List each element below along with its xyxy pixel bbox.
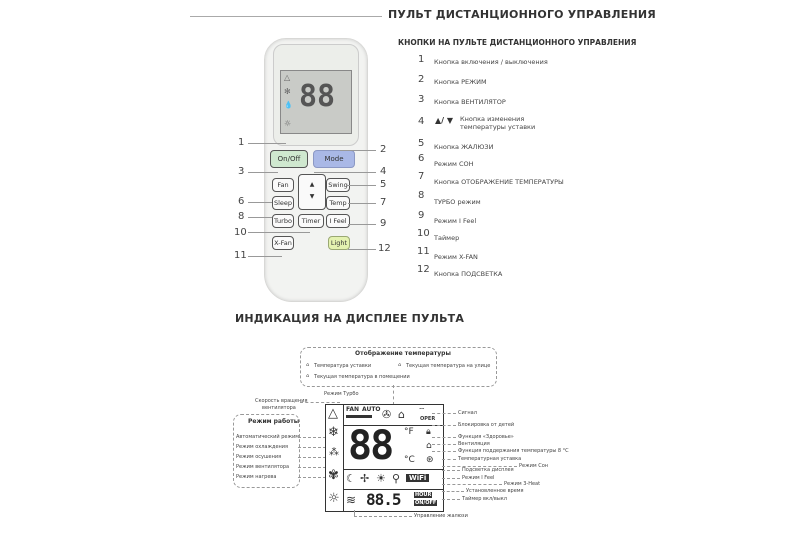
remote-lcd xyxy=(280,70,352,134)
callout-8: 8 xyxy=(238,211,245,222)
legend-num: 6 xyxy=(418,153,425,164)
leader-line xyxy=(346,185,376,186)
auto-mode-icon: △ xyxy=(328,406,338,421)
fan-speed-label-2: вентилятора xyxy=(262,405,296,411)
leader-line xyxy=(432,451,456,452)
bottom-label-louver: Управление жалюзи xyxy=(414,513,468,519)
callout-7: 7 xyxy=(380,197,387,208)
xfan-button[interactable]: X-Fan xyxy=(272,236,294,250)
mode-label-auto: Автоматический режим xyxy=(236,434,300,440)
ifeel-button[interactable]: I Feel xyxy=(326,214,350,228)
mode-button[interactable]: Mode xyxy=(313,150,355,168)
leader-line xyxy=(248,217,272,218)
sleep-button[interactable]: Sleep xyxy=(272,196,294,210)
heat-mode-icon: ☼ xyxy=(328,491,340,506)
turbo-label: Режим Турбо xyxy=(324,391,359,397)
right-label-setpoint: Температурная уставка xyxy=(458,456,522,462)
mode-label-heat: Режим нагрева xyxy=(236,474,277,480)
callout-3: 3 xyxy=(238,166,245,177)
legend-text: Кнопка ЖАЛЮЗИ xyxy=(434,143,494,151)
lcd-divider xyxy=(343,405,344,511)
child-lock-icon: 🔒︎ xyxy=(426,427,431,437)
callout-11: 11 xyxy=(234,250,247,261)
header-rule xyxy=(190,16,382,17)
temp-button[interactable]: Temp xyxy=(326,196,350,210)
right-label-timer: Таймер вкл/выкл xyxy=(462,496,507,502)
callout-1: 1 xyxy=(238,137,245,148)
leader-line xyxy=(442,478,460,479)
outdoor-temp-label: Текущая температура на улице xyxy=(406,363,491,369)
legend-text: ТУРБО режим xyxy=(434,198,481,206)
signal-icon: ⌔ xyxy=(418,406,426,415)
right-label-8c: Функция поддержания температуры 8 °C xyxy=(458,448,569,454)
set-temp-icon: ⌂ xyxy=(306,362,310,368)
right-label-display-light: Подсветка дисплея xyxy=(462,467,514,473)
callout-4: 4 xyxy=(380,166,387,177)
legend-text: Кнопка ВЕНТИЛЯТОР xyxy=(434,98,506,106)
leader-line xyxy=(298,467,326,468)
callout-9: 9 xyxy=(380,218,387,229)
remote-lcd-digits: 88 xyxy=(299,79,336,114)
leader-line xyxy=(432,444,456,445)
cool-mode-icon: ❄ xyxy=(328,425,339,440)
legend-num: 9 xyxy=(418,210,425,221)
leader-line xyxy=(432,413,456,414)
lcd-divider xyxy=(343,469,443,470)
outdoor-temp-lcd-icon: ⌂ xyxy=(398,408,405,421)
legend-num: 10 xyxy=(417,228,430,239)
legend-num: 3 xyxy=(418,94,425,105)
leader-line xyxy=(298,447,326,448)
legend-num: 1 xyxy=(418,54,425,65)
leader-line xyxy=(248,143,286,144)
indoor-temp-icon: ⌂ xyxy=(306,373,310,379)
fan-speed-label: Скорость вращения xyxy=(255,398,308,404)
fan-mode-icon: ✾ xyxy=(328,468,339,483)
temperature-box-title: Отображение температуры xyxy=(355,350,451,357)
leader-line xyxy=(348,249,376,250)
turbo-icon: ✇ xyxy=(382,408,392,421)
sleep-icon: ☾ xyxy=(346,472,356,485)
light-icon: ☀ xyxy=(376,472,386,485)
temp-up-icon[interactable]: ▲ xyxy=(309,181,315,188)
lcd-celsius: °C xyxy=(404,455,415,465)
leader-line xyxy=(248,232,310,233)
mode-label-cool: Режим охлаждения xyxy=(236,444,289,450)
legend-text: Таймер xyxy=(434,234,460,242)
legend-num: 5 xyxy=(418,138,425,149)
lcd-hour: HOUR xyxy=(415,492,432,498)
lcd-display-diagram xyxy=(325,404,444,512)
legend-text: Кнопка включения / выключения xyxy=(434,58,548,66)
leader-line xyxy=(298,437,326,438)
callout-6: 6 xyxy=(238,196,245,207)
leader-line xyxy=(442,491,464,492)
callout-10: 10 xyxy=(234,227,247,238)
leader-line xyxy=(354,516,412,517)
leader-line xyxy=(442,459,456,460)
8c-heat-icon: ⊛ xyxy=(426,455,434,465)
legend-arrows: ▲/ ▼ xyxy=(435,116,454,125)
leader-line xyxy=(248,256,282,257)
wifi-indicator: WiFi xyxy=(406,474,429,482)
leader-line xyxy=(442,470,460,471)
fan-speed-bars xyxy=(346,415,372,422)
remote-lcd-snow-icon: ✻ xyxy=(284,87,291,96)
display-section-title: ИНДИКАЦИЯ НА ДИСПЛЕЕ ПУЛЬТА xyxy=(235,312,465,325)
lcd-fan-text: FAN xyxy=(346,406,360,413)
ventilation-icon: ✢ xyxy=(360,472,370,485)
page-title: ПУЛЬТ ДИСТАНЦИОННОГО УПРАВЛЕНИЯ xyxy=(388,8,656,21)
leader-line xyxy=(248,172,278,173)
timer-button[interactable]: Timer xyxy=(298,214,324,228)
lcd-temperature-digits: 88 xyxy=(348,423,393,469)
right-label-ifeel: Режим I Feel xyxy=(462,475,495,481)
right-label-sleep: Режим Сон xyxy=(519,463,549,469)
right-label-3heat: Режим 3-Heat xyxy=(504,481,541,487)
remote-lcd-drop-icon: 💧 xyxy=(284,101,293,109)
mode-label-fan: Режим вентилятора xyxy=(236,464,290,470)
remote-lcd-auto-icon: △ xyxy=(284,73,291,82)
right-label-ventilation: Вентиляция xyxy=(458,441,490,447)
modes-box-title: Режим работы xyxy=(248,418,300,425)
onoff-button[interactable]: On/Off xyxy=(270,150,308,168)
callout-12: 12 xyxy=(378,243,391,254)
legend-text: Режим I Feel xyxy=(434,217,477,225)
ifeel-icon: ⚲ xyxy=(392,472,401,485)
legend-text: Кнопка ОТОБРАЖЕНИЕ ТЕМПЕРАТУРЫ xyxy=(434,178,564,186)
light-button[interactable]: Light xyxy=(328,236,350,250)
swing-button[interactable]: Swing xyxy=(326,178,350,192)
right-label-set-time: Установленное время xyxy=(466,488,524,494)
legend-num: 7 xyxy=(418,171,425,182)
legend-num: 8 xyxy=(418,190,425,201)
callout-5: 5 xyxy=(380,179,387,190)
legend-num: 2 xyxy=(418,74,425,85)
swing-louver-icon: ≋ xyxy=(346,493,357,507)
outdoor-temp-icon: ⌂ xyxy=(398,362,402,368)
leader-line xyxy=(340,150,376,151)
legend-text: Кнопка ПОДСВЕТКА xyxy=(434,270,503,278)
remote-lcd-sun-icon: ☼ xyxy=(284,119,292,128)
leader-line xyxy=(300,402,340,403)
legend-text: Режим СОН xyxy=(434,160,474,168)
lcd-fahrenheit: °F xyxy=(404,427,414,437)
health-icon: ⌂ xyxy=(426,441,432,451)
leader-line xyxy=(314,172,376,173)
buttons-section-title: КНОПКИ НА ПУЛЬТЕ ДИСТАНЦИОННОГО УПРАВЛЕНИЯ xyxy=(398,38,637,47)
legend-num: 4 xyxy=(418,116,425,127)
right-label-child-lock: Блокировка от детей xyxy=(458,422,515,428)
leader-line xyxy=(432,425,456,426)
leader-line xyxy=(393,385,394,405)
indoor-temp-label: Текущая температура в помещении xyxy=(314,374,410,380)
callout-2: 2 xyxy=(380,144,387,155)
fan-button[interactable]: Fan xyxy=(272,178,294,192)
leader-line xyxy=(248,202,272,203)
leader-line xyxy=(432,437,456,438)
set-temp-label: Температура уставки xyxy=(314,363,372,369)
leader-line xyxy=(348,203,376,204)
temp-updown-button[interactable] xyxy=(298,174,326,210)
lcd-auto-text: AUTO xyxy=(362,406,381,413)
legend-text: температуры уставки xyxy=(460,123,536,131)
dry-mode-icon: ⁂ xyxy=(329,447,339,458)
leader-line xyxy=(442,499,460,500)
lcd-time-digits: 88.5 xyxy=(366,490,401,509)
leader-line xyxy=(298,477,326,478)
lcd-oper-text: OPER xyxy=(420,416,436,422)
legend-text: Режим X-FAN xyxy=(434,253,478,261)
legend-num: 12 xyxy=(417,264,430,275)
legend-text: Кнопка РЕЖИМ xyxy=(434,78,487,86)
leader-line xyxy=(442,484,502,485)
leader-line xyxy=(348,224,376,225)
lcd-onoff: ON/OFF xyxy=(415,500,437,506)
turbo-button[interactable]: Turbo xyxy=(272,214,294,228)
temp-down-icon[interactable]: ▼ xyxy=(309,193,315,200)
right-label-signal: Сигнал xyxy=(458,410,477,416)
legend-text: Кнопка изменения xyxy=(460,115,525,123)
mode-label-dry: Режим осушения xyxy=(236,454,282,460)
leader-line xyxy=(298,457,326,458)
legend-num: 11 xyxy=(417,246,430,257)
right-label-health: Функция «Здоровье» xyxy=(458,434,514,440)
